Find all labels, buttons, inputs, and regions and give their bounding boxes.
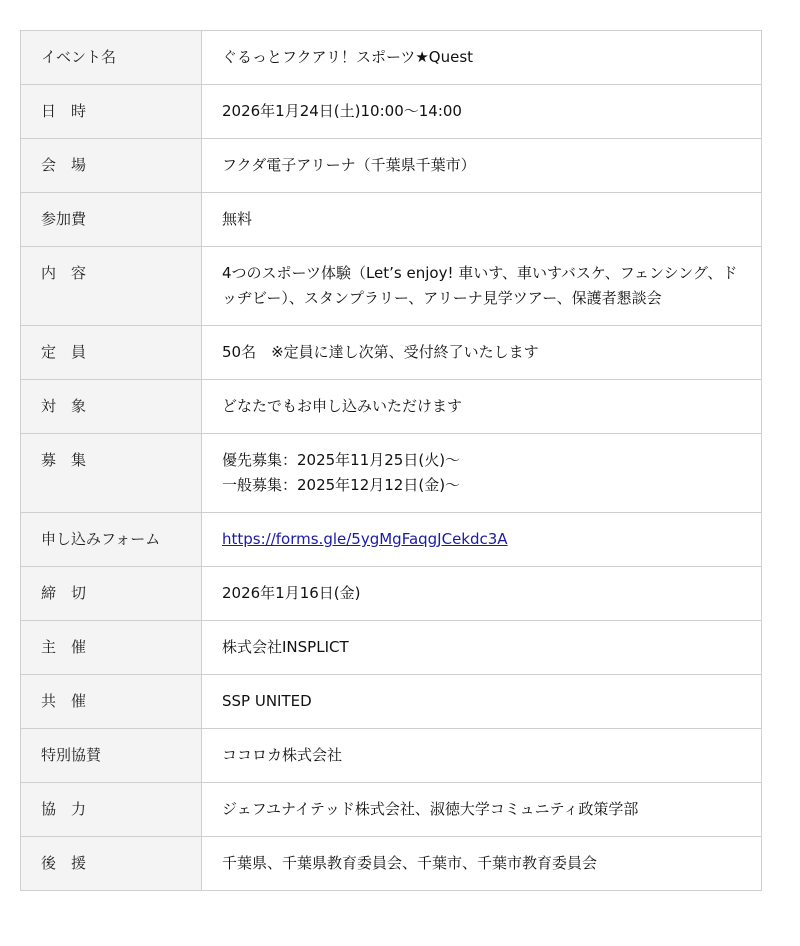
table-row-special-sponsor [21, 729, 762, 783]
special-sponsor-value: ココロカ株式会社 [202, 729, 762, 783]
cooperation-value: ジェフユナイテッド株式会社、淑徳大学コミュニティ政策学部 [202, 783, 762, 837]
table-row-venue [21, 139, 762, 193]
datetime-value: 2026年1月24日(土)10:00〜14:00 [202, 85, 762, 139]
row-label: 特別協賛 [21, 729, 202, 783]
deadline-value: 2026年1月16日(金) [202, 567, 762, 621]
table-row-support [21, 837, 762, 891]
table-row-organizer [21, 621, 762, 675]
row-label: 後 援 [21, 837, 202, 891]
priority-recruitment: 優先募集：2025年11月25日(火)〜 [222, 451, 461, 469]
table-row-deadline [21, 567, 762, 621]
table-row-content [21, 247, 762, 326]
event-details [20, 30, 762, 891]
row-label: 日 時 [21, 85, 202, 139]
row-label: 定 員 [21, 326, 202, 380]
row-label: イベント名 [21, 31, 202, 85]
co-organizer-value: SSP UNITED [202, 675, 762, 729]
table-row-datetime [21, 85, 762, 139]
table-row-capacity [21, 326, 762, 380]
table-row-event-name [21, 31, 762, 85]
row-label: 締 切 [21, 567, 202, 621]
table-row-target [21, 380, 762, 434]
general-recruitment: 一般募集：2025年12月12日(金)〜 [222, 476, 461, 494]
application-form-value [202, 513, 762, 567]
row-label: 募 集 [21, 434, 202, 513]
event-info-table [20, 30, 762, 891]
table-row-fee [21, 193, 762, 247]
row-label: 参加費 [21, 193, 202, 247]
row-label: 対 象 [21, 380, 202, 434]
table-row-co-organizer [21, 675, 762, 729]
table-row-cooperation [21, 783, 762, 837]
capacity-value: 50名 ※定員に達し次第、受付終了いたします [202, 326, 762, 380]
content-value: 4つのスポーツ体験（Let’s enjoy! 車いす、車いすバスケ、フェンシング、ドッヂビー）、スタンプラリー、アリーナ見学ツアー、保護者懇談会 [202, 247, 762, 326]
support-value: 千葉県、千葉県教育委員会、千葉市、千葉市教育委員会 [202, 837, 762, 891]
fee-value: 無料 [202, 193, 762, 247]
table-row-application-form [21, 513, 762, 567]
organizer-value: 株式会社INSPLICT [202, 621, 762, 675]
table-row-recruitment [21, 434, 762, 513]
row-label: 共 催 [21, 675, 202, 729]
row-label: 会 場 [21, 139, 202, 193]
recruitment-value [202, 434, 762, 513]
row-label: 協 力 [21, 783, 202, 837]
application-form-link[interactable]: https://forms.gle/5ygMgFaqgJCekdc3A [222, 530, 508, 548]
row-label: 主 催 [21, 621, 202, 675]
row-label: 申し込みフォーム [21, 513, 202, 567]
event-name-value: ぐるっとフクアリ！スポーツ★Quest [202, 31, 762, 85]
target-value: どなたでもお申し込みいただけます [202, 380, 762, 434]
row-label: 内 容 [21, 247, 202, 326]
venue-value: フクダ電子アリーナ（千葉県千葉市） [202, 139, 762, 193]
